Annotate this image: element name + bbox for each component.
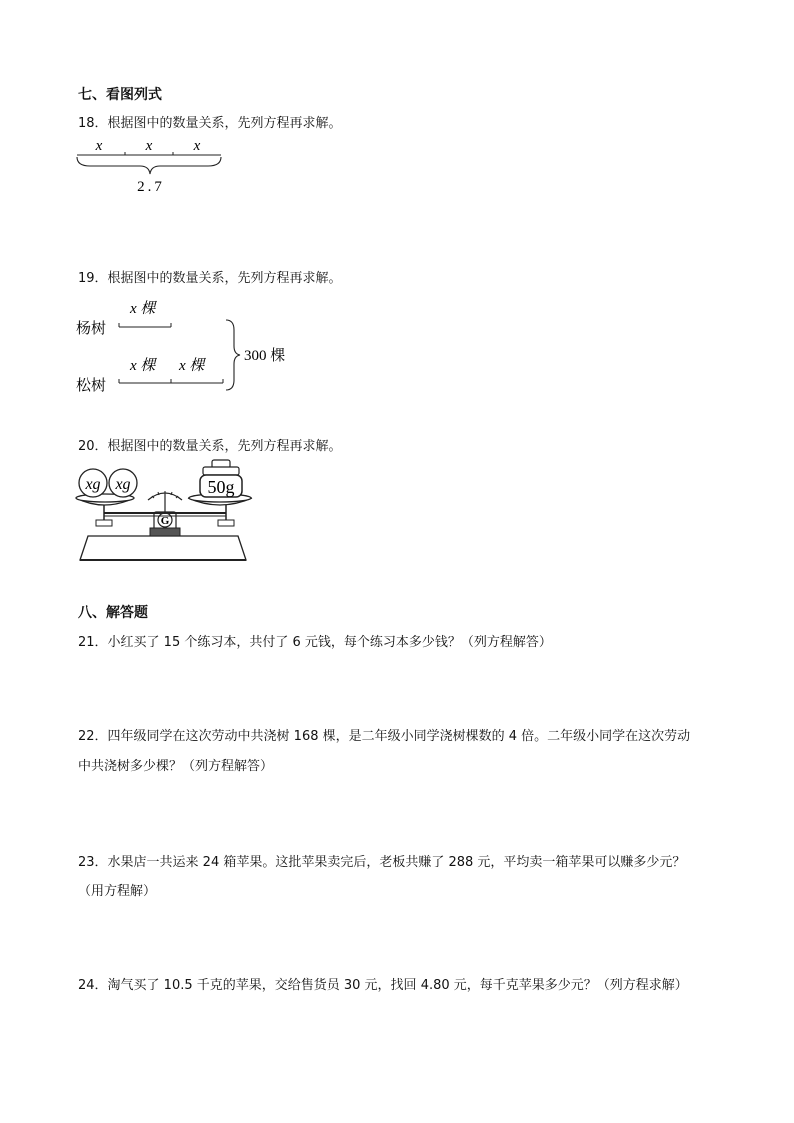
- question-23-line-1: 23．水果店一共运来 24 箱苹果。这批苹果卖完后，老板共赚了 288 元，平均卖一箱苹果可以赚多少元？: [78, 855, 686, 870]
- fig19-total: 300 棵: [244, 348, 286, 364]
- question-20: 20．根据图中的数量关系，先列方程再求解。: [78, 439, 342, 454]
- fig19-row2-seg-label-2: x 棵: [179, 358, 205, 374]
- fig18-seg-label-2: x: [145, 138, 153, 154]
- figure-20-balance-scale: [74, 458, 254, 568]
- question-22-line-1: 22．四年级同学在这次劳动中共浇树 168 棵，是二年级小同学浇树棵数的 4 倍。二年级小同学在这次劳动: [78, 729, 691, 744]
- question-23-line-2: （用方程解）: [78, 884, 157, 899]
- question-22-line-2: 中共浇树多少棵？（列方程解答）: [78, 759, 274, 774]
- fig18-seg-label-3: x: [193, 138, 201, 154]
- question-19: 19．根据图中的数量关系，先列方程再求解。: [78, 271, 342, 286]
- figure-19-segment-diagram: [74, 296, 304, 400]
- question-21: 21．小红买了 15 个练习本，共付了 6 元钱，每个练习本多少钱？（列方程解答）: [78, 635, 552, 650]
- fig20-right-weight: 50g: [207, 477, 235, 497]
- question-18: 18．根据图中的数量关系，先列方程再求解。: [78, 116, 342, 131]
- fig18-seg-label-1: x: [95, 138, 103, 154]
- fig19-brace: [226, 320, 240, 390]
- fig20-left-weight-1: xg: [85, 476, 101, 493]
- figure-18-segment-diagram: [74, 136, 234, 198]
- fig18-brace: [77, 157, 221, 174]
- fig19-row2-seg-label-1: x 棵: [130, 358, 156, 374]
- fig20-left-weight-2: xg: [115, 476, 131, 493]
- question-24: 24．淘气买了 10.5 千克的苹果，交给售货员 30 元，找回 4.80 元，每千克苹果多少元？（列方程求解）: [78, 978, 688, 993]
- fig19-row1-name: 杨树: [76, 321, 107, 337]
- fig19-row1-seg-label: x 棵: [130, 301, 156, 317]
- fig18-total: 2.7: [137, 179, 165, 195]
- fig20-center-mark: G: [160, 515, 170, 527]
- section-title-7: 七、看图列式: [78, 87, 162, 103]
- fig19-row2-name: 松树: [76, 378, 107, 394]
- section-title-8: 八、解答题: [78, 605, 148, 621]
